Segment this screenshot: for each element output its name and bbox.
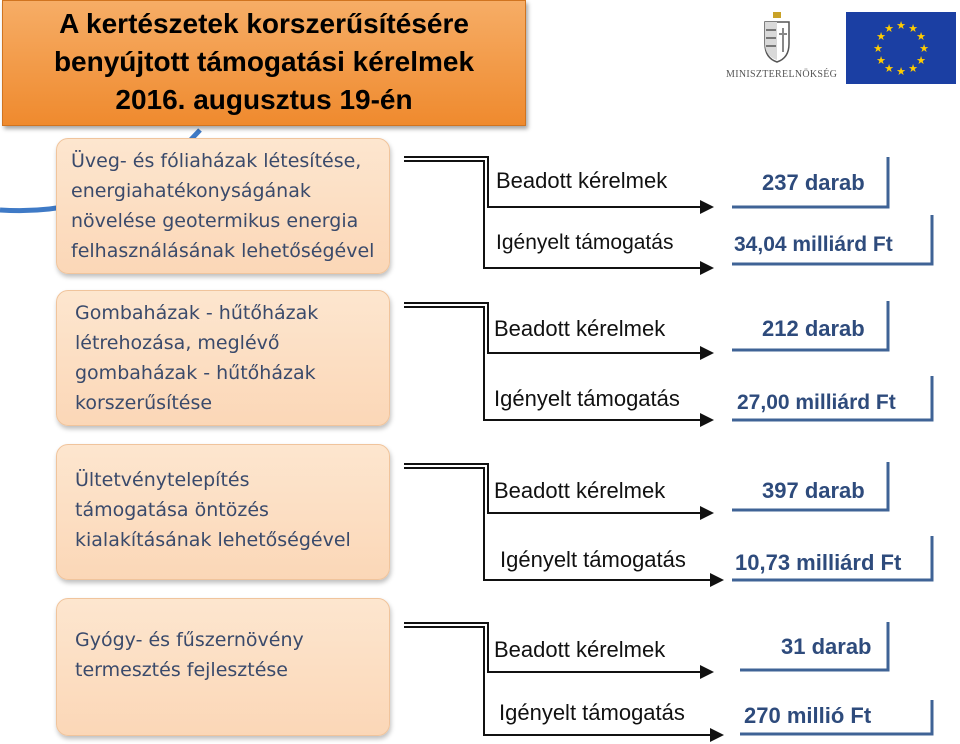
black-arrow-head	[700, 261, 714, 275]
svg-text:★: ★	[908, 62, 918, 75]
svg-text:★: ★	[896, 19, 906, 32]
category-text-line: termesztés fejlesztése	[75, 659, 288, 681]
requested-label: Igényelt támogatás	[499, 700, 685, 725]
black-arrow-head	[700, 346, 714, 360]
svg-text:★: ★	[876, 54, 886, 67]
submitted-label: Beadott kérelmek	[494, 316, 666, 341]
svg-text:★: ★	[884, 22, 894, 35]
svg-text:★: ★	[884, 62, 894, 75]
category-text-line: Gombaházak - hűtőházak	[75, 302, 319, 324]
category-text-line: Gyógy- és fűszernövény	[75, 629, 304, 651]
requested-value: 10,73 milliárd Ft	[735, 550, 902, 575]
category-text-line: növelése geotermikus energia	[71, 210, 359, 232]
svg-text:★: ★	[908, 22, 918, 35]
svg-text:★: ★	[916, 30, 926, 43]
svg-text:★: ★	[876, 30, 886, 43]
submitted-value: 31 darab	[781, 634, 872, 659]
svg-text:★: ★	[896, 65, 906, 78]
category-text-line: energiahatékonyságának	[71, 180, 311, 202]
submitted-value: 237 darab	[762, 170, 865, 195]
category-text-line: létrehozása, meglévő	[75, 332, 280, 354]
category-text-line: felhasználásának lehetőségével	[71, 240, 375, 262]
submitted-label: Beadott kérelmek	[494, 478, 666, 503]
black-arrow-head	[700, 665, 714, 679]
requested-label: Igényelt támogatás	[494, 386, 680, 411]
submitted-value: 212 darab	[762, 316, 865, 341]
black-arrow-head	[710, 573, 724, 587]
category-text-line: Ültetvénytelepítés	[75, 469, 250, 491]
requested-label: Igényelt támogatás	[500, 547, 686, 572]
category-text-line: korszerűsítése	[75, 392, 213, 414]
category-text-line: kialakításának lehetőségével	[75, 529, 351, 551]
government-logo-text: MINISZTERELNÖKSÉG	[726, 69, 838, 80]
category-text-line: gombaházak - hűtőházak	[75, 362, 316, 384]
submitted-label: Beadott kérelmek	[496, 168, 668, 193]
svg-text:★: ★	[873, 42, 883, 55]
black-arrow-head	[710, 728, 724, 742]
title-line-3: 2016. augusztus 19-én	[115, 84, 413, 115]
svg-text:★: ★	[919, 42, 929, 55]
category-text-line: Üveg- és fóliaházak létesítése,	[71, 150, 362, 172]
requested-label: Igényelt támogatás	[496, 231, 674, 254]
submitted-value: 397 darab	[762, 478, 865, 503]
requested-value: 270 millió Ft	[744, 703, 872, 728]
requested-value: 34,04 milliárd Ft	[734, 233, 893, 256]
svg-text:★: ★	[916, 54, 926, 67]
category-text-line: támogatása öntözés	[75, 499, 269, 521]
submitted-label: Beadott kérelmek	[494, 637, 666, 662]
title-line-1: A kertészetek korszerűsítésére	[59, 8, 469, 39]
title-line-2: benyújtott támogatási kérelmek	[53, 46, 475, 77]
black-arrow-head	[700, 506, 714, 520]
black-arrow-head	[700, 413, 714, 427]
black-arrow-head	[700, 200, 714, 214]
requested-value: 27,00 milliárd Ft	[737, 391, 896, 414]
